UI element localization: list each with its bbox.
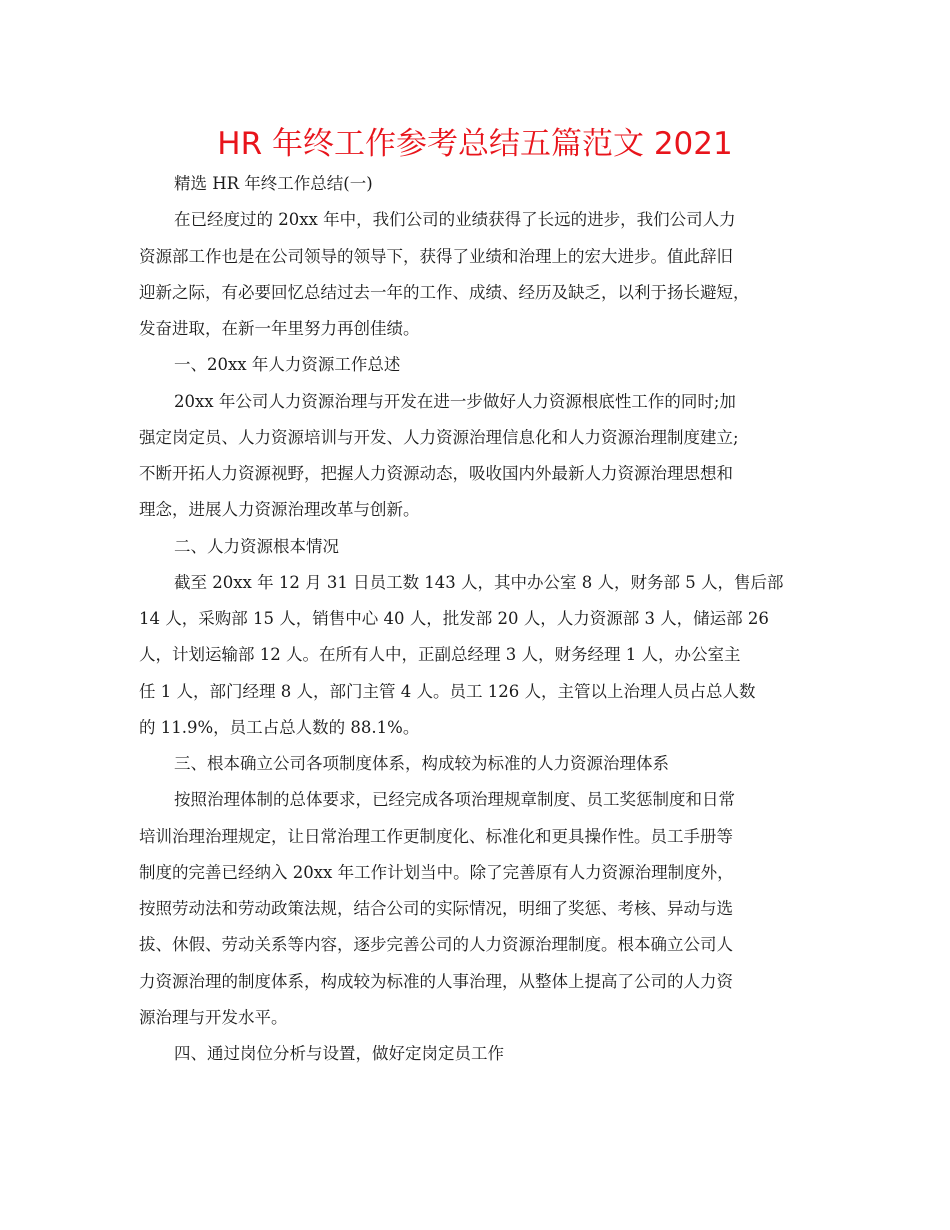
- text-line: 14 人，采购部 15 人，销售中心 40 人，批发部 20 人，人力资源部 3 人，储运部 26: [139, 609, 769, 628]
- text-line: 四、通过岗位分析与设置，做好定岗定员工作: [174, 1044, 504, 1063]
- text-line: 发奋进取，在新一年里努力再创佳绩。: [139, 319, 420, 338]
- text-line: 在已经度过的 20xx 年中，我们公司的业绩获得了长远的进步，我们公司人力: [174, 210, 736, 230]
- text-line: 源治理与开发水平。: [139, 1007, 288, 1027]
- document-body: [139, 166, 829, 1072]
- text-line: 二、人力资源根本情况: [174, 536, 339, 556]
- text-line: 人，计划运输部 12 人。在所有人中，正副总经理 3 人，财务经理 1 人，办公室主: [139, 645, 741, 665]
- text-line: 按照劳动法和劳动政策法规，结合公司的实际情况，明细了奖惩、考核、异动与选: [139, 899, 733, 918]
- text-line: 培训治理治理规定，让日常治理工作更制度化、标准化和更具操作性。员工手册等: [139, 826, 733, 846]
- text-line: 力资源治理的制度体系，构成较为标准的人事治理，从整体上提高了公司的人力资: [139, 971, 733, 991]
- document-title: HR 年终工作参考总结五篇范文 2021: [217, 126, 733, 162]
- text-line: 资源部工作也是在公司领导的领导下，获得了业绩和治理上的宏大进步。值此辞旧: [139, 246, 733, 266]
- text-line: 任 1 人，部门经理 8 人，部门主管 4 人。员工 126 人，主管以上治理人员占总人数: [139, 681, 756, 701]
- text-line: 一、20xx 年人力资源工作总述: [174, 355, 401, 375]
- text-line: 按照治理体制的总体要求，已经完成各项治理规章制度、员工奖惩制度和日常: [174, 790, 735, 810]
- text-line: 迎新之际，有必要回忆总结过去一年的工作、成绩、经历及缺乏，以利于扬长避短，: [139, 282, 750, 302]
- text-line: 拔、休假、劳动关系等内容，逐步完善公司的人力资源治理制度。根本确立公司人: [139, 935, 733, 955]
- text-line: 理念，进展人力资源治理改革与创新。: [139, 500, 420, 520]
- text-line: 20xx 年公司人力资源治理与开发在进一步做好人力资源根底性工作的同时;加: [174, 391, 736, 411]
- text-line: 的 11.9%，员工占总人数的 88.1%。: [139, 717, 420, 737]
- text-line: 强定岗定员、人力资源培训与开发、人力资源治理信息化和人力资源治理制度建立;: [139, 427, 739, 447]
- text-line: 精选 HR 年终工作总结(一): [174, 174, 373, 193]
- text-line: 截至 20xx 年 12 月 31 日员工数 143 人，其中办公室 8 人，财务部 5 人，售后部: [174, 572, 784, 592]
- text-line: 三、根本确立公司各项制度体系，构成较为标准的人力资源治理体系: [174, 754, 669, 773]
- text-line: 制度的完善已经纳入 20xx 年工作计划当中。除了完善原有人力资源治理制度外，: [139, 862, 734, 882]
- text-line: 不断开拓人力资源视野，把握人力资源动态，吸收国内外最新人力资源治理思想和: [139, 464, 733, 483]
